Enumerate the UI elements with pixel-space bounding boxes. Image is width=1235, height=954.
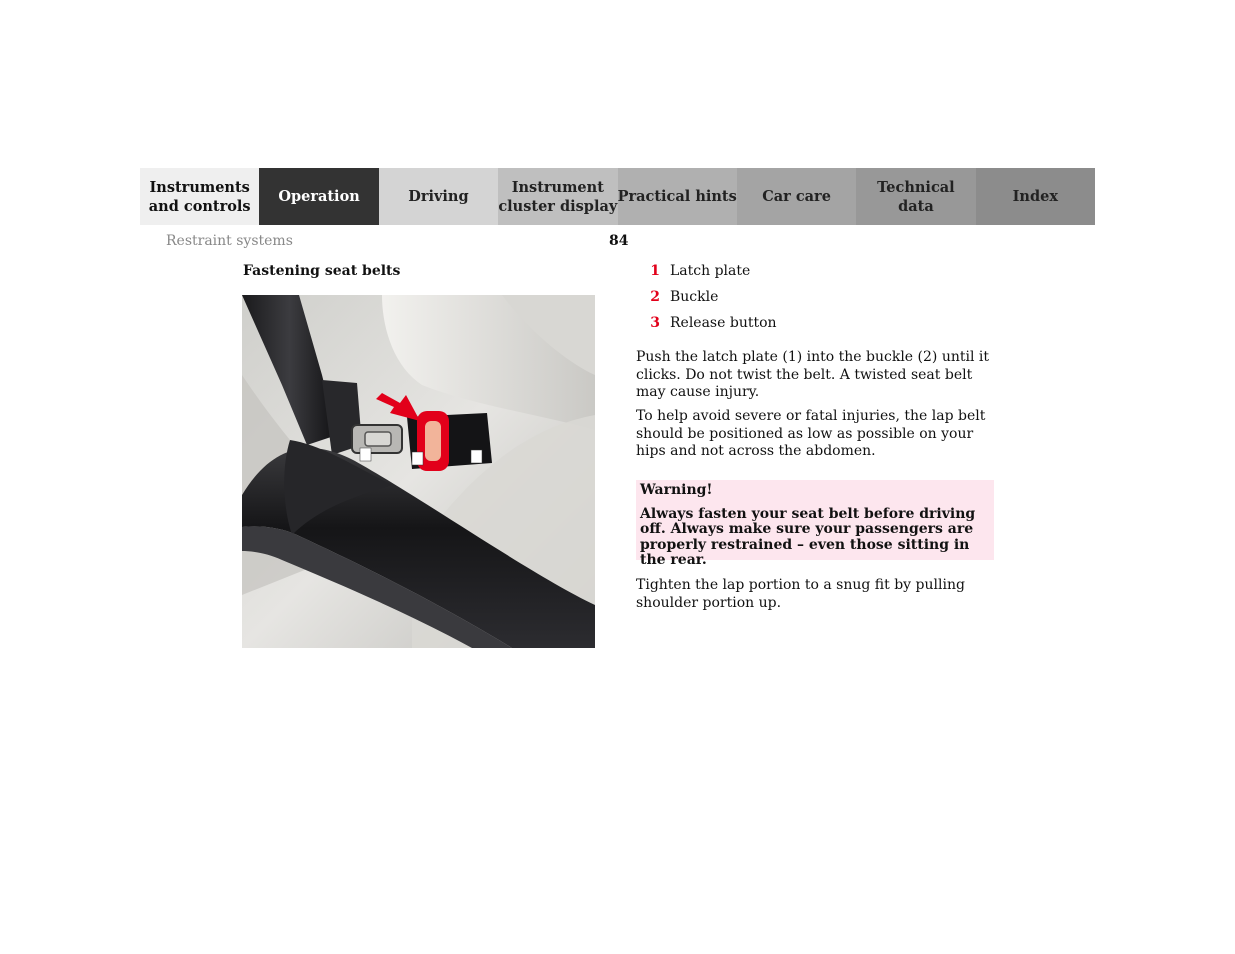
paragraph-tighten: Tighten the lap portion to a snug fit by pulling shoulder portion up. [636,577,965,611]
tab-label: Operation [278,188,360,205]
warning-title: Warning! [640,482,713,498]
chapter-tabs [140,168,1095,225]
tab-instruments-and-controls[interactable] [140,168,259,225]
tab-label: Car care [762,188,831,205]
tab-operation[interactable] [259,168,378,225]
tab-label: Index [1012,188,1058,205]
legend-number: 1 [650,263,660,279]
tab-instrument-cluster-display[interactable] [498,168,617,225]
page-heading: Fastening seat belts [243,263,401,279]
legend-item-buckle [640,289,777,315]
page-number: 84 [609,233,629,249]
warning-text: Always fasten your seat belt before driving off. Always make sure your passengers are properly restrained – even those sitting in the rear. [640,505,976,568]
paragraph-lap-belt: To help avoid severe or fatal injuries, the lap belt should be positioned as low as possible on your hips and not across the abdomen. [636,408,986,459]
legend-label: Buckle [670,289,719,305]
legend-label: Latch plate [670,263,751,279]
tab-car-care[interactable] [737,168,856,225]
tab-label: Instrument cluster display [498,178,618,215]
legend-item-latch-plate [640,263,777,289]
paragraph-push-latch: Push the latch plate (1) into the buckle (2) until it clicks. Do not twist the belt. A twisted seat belt may cause injury. [636,349,989,400]
tab-label: Driving [408,188,469,205]
tab-label: Technical data [877,178,955,215]
legend-number: 2 [650,289,660,305]
tab-index[interactable] [976,168,1095,225]
tab-label: Practical hints [617,188,737,205]
warning-box [636,480,994,568]
tab-technical-data[interactable] [856,168,975,225]
legend-list [640,263,777,341]
section-title: Restraint systems [166,233,293,249]
legend-label: Release button [670,315,777,331]
tab-driving[interactable] [379,168,498,225]
tab-practical-hints[interactable] [618,168,737,225]
legend-item-release-button [640,315,777,341]
tab-label: Instruments and controls [148,178,251,215]
legend-number: 3 [650,315,660,331]
seat-belt-illustration [242,295,595,648]
